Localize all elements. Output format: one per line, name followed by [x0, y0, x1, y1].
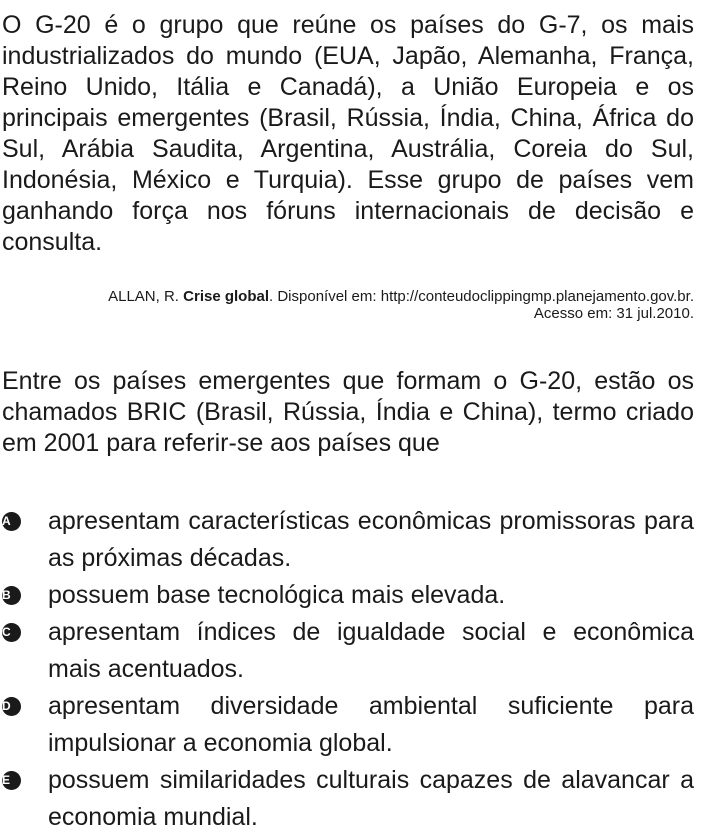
- option-a[interactable]: [2, 503, 694, 577]
- citation-author: ALLAN, R.: [108, 288, 179, 305]
- citation-source: . Disponível em: http://conteudoclippingmp.planejamento.gov.br.: [269, 288, 694, 305]
- citation-access: Acesso em: 31 jul.2010.: [533, 305, 694, 322]
- option-b-text: possuem base tecnológica mais elevada.: [48, 581, 506, 609]
- option-a-text: apresentam características econômicas promissoras para as próximas décadas.: [48, 507, 694, 572]
- option-e[interactable]: [2, 762, 694, 836]
- option-e-letter-icon: E: [2, 771, 21, 790]
- option-c[interactable]: [2, 614, 694, 688]
- source-passage: O G-20 é o grupo que reúne os países do G-7, os mais industrializados do mundo (EUA, Japão, Alemanha, França, Reino Unido, Itália e Canadá), a União Europeia e os principais emergentes (Brasil, Rússia, Índia, China, África do Sul, Arábia Saudita, Argentina, Austrália, Coreia do Sul, Indonésia, México e Turquia). Esse grupo de países vem ganhando força nos fóruns internacionais de decisão e consulta.: [2, 11, 694, 256]
- option-b[interactable]: [2, 577, 694, 614]
- answer-options: [2, 503, 694, 836]
- option-d-letter-icon: D: [2, 697, 21, 716]
- option-e-text: possuem similaridades culturais capazes de alavancar a economia mundial.: [48, 766, 694, 831]
- option-d-text: apresentam diversidade ambiental suficiente para impulsionar a economia global.: [48, 692, 694, 757]
- option-a-letter-icon: A: [2, 512, 21, 531]
- option-c-letter-icon: C: [2, 623, 21, 642]
- citation: [2, 288, 694, 322]
- option-c-text: apresentam índices de igualdade social e econômica mais acentuados.: [48, 618, 694, 683]
- question-stem: Entre os países emergentes que formam o G-20, estão os chamados BRIC (Brasil, Rússia, Índia e China), termo criado em 2001 para referir-se aos países que: [2, 367, 694, 457]
- option-d[interactable]: [2, 688, 694, 762]
- citation-title: Crise global: [183, 288, 270, 305]
- option-b-letter-icon: B: [2, 586, 21, 605]
